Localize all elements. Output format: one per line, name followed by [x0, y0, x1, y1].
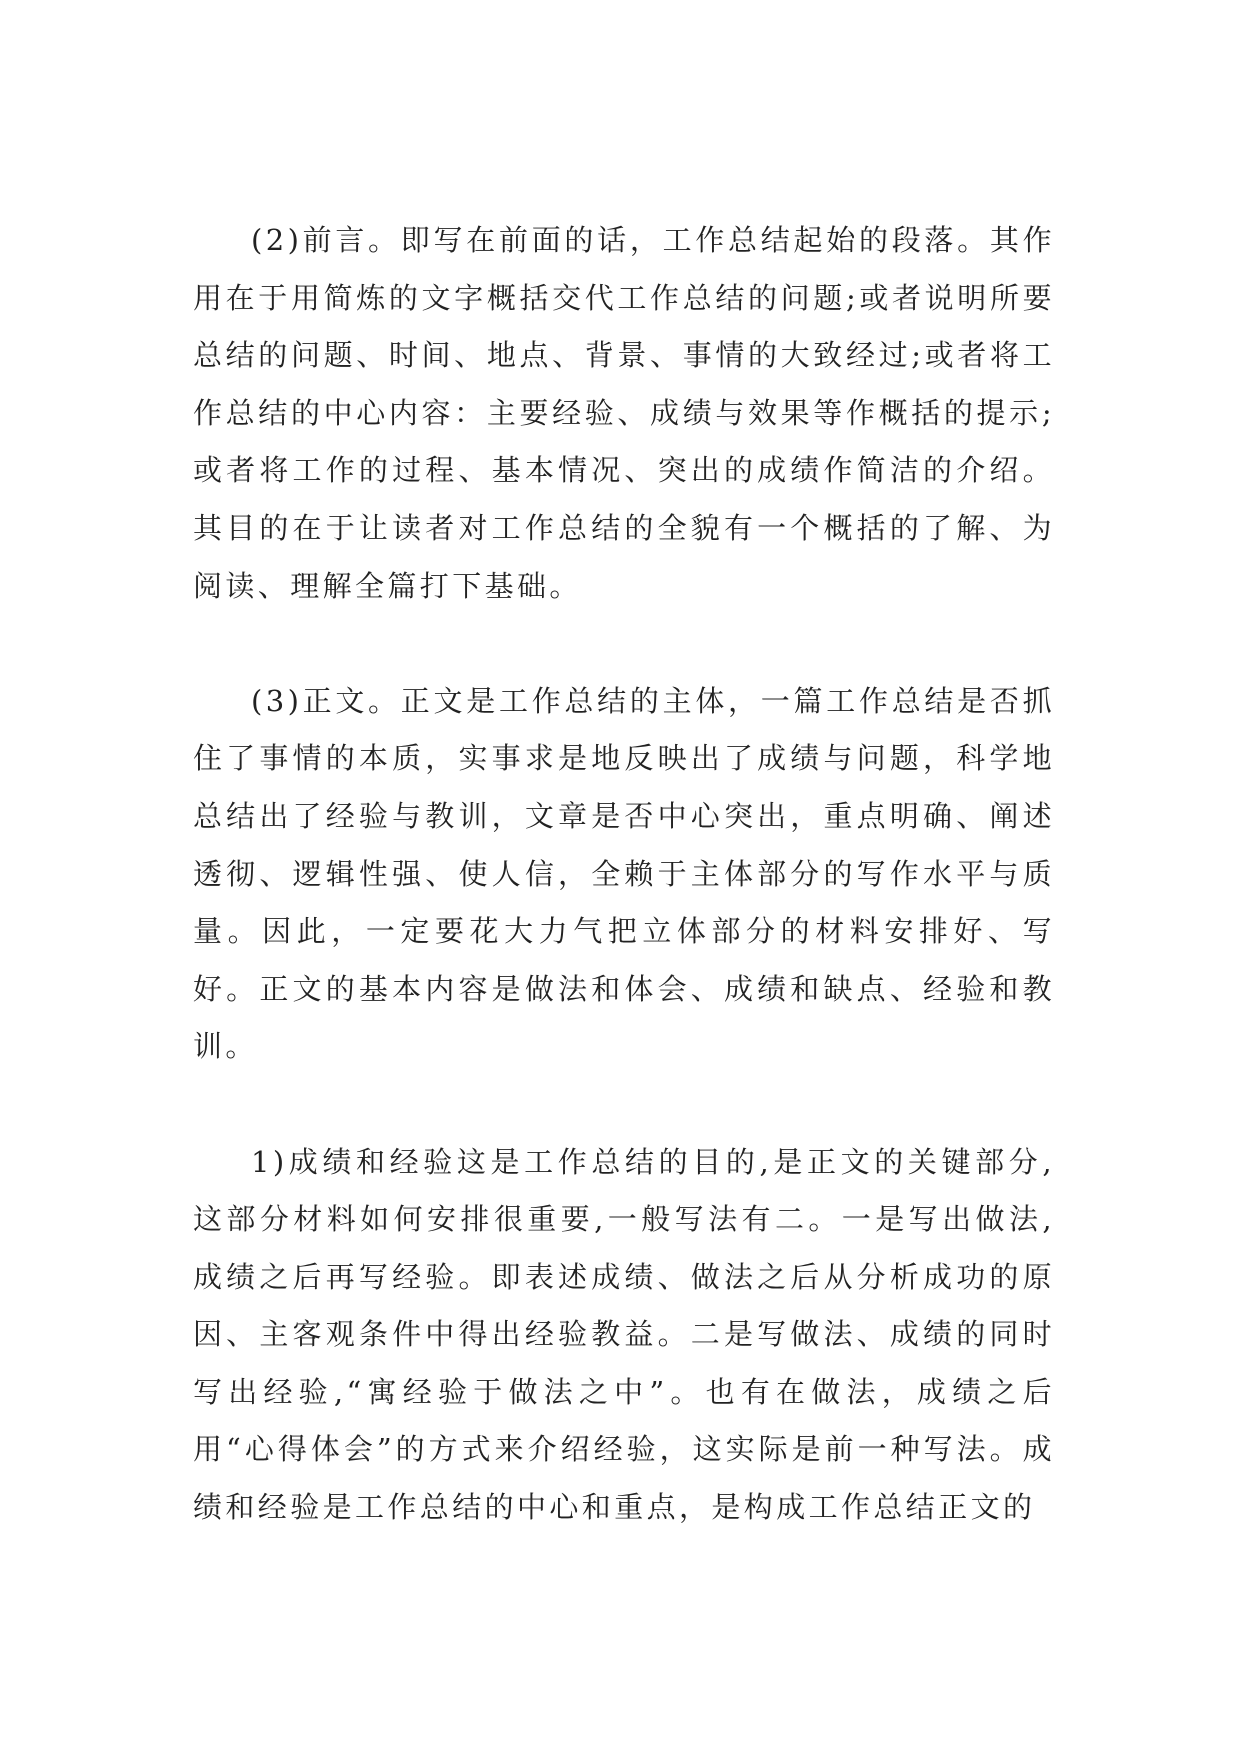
document-page — [193, 212, 1055, 1537]
paragraph-achievements-experience: 1)成绩和经验这是工作总结的目的,是正文的关键部分,这部分材料如何安排很重要,一般写法有二。一是写出做法,成绩之后再写经验。即表述成绩、做法之后从分析成功的原因、主客观条件中得出经验教益。二是写做法、成绩的同时写出经验,“寓经验于做法之中”。也有在做法，成绩之后用“心得体会”的方式来介绍经验，这实际是前一种写法。成绩和经验是工作总结的中心和重点，是构成工作总结正文的 — [193, 1144, 1055, 1525]
paragraph-preface: (2)前言。即写在前面的话，工作总结起始的段落。其作用在于用简炼的文字概括交代工作总结的问题;或者说明所要总结的问题、时间、地点、背景、事情的大致经过;或者将工作总结的中心内容：主要经验、成绩与效果等作概括的提示;或者将工作的过程、基本情况、突出的成绩作简洁的介绍。其目的在于让读者对工作总结的全貌有一个概括的了解、为阅读、理解全篇打下基础。 — [193, 223, 1055, 603]
paragraph-main-body: (3)正文。正文是工作总结的主体，一篇工作总结是否抓住了事情的本质，实事求是地反映出了成绩与问题，科学地总结出了经验与教训，文章是否中心突出，重点明确、阐述透彻、逻辑性强、使人信，全赖于主体部分的写作水平与质量。因此，一定要花大力气把立体部分的材料安排好、写好。正文的基本内容是做法和体会、成绩和缺点、经验和教训。 — [193, 683, 1055, 1064]
